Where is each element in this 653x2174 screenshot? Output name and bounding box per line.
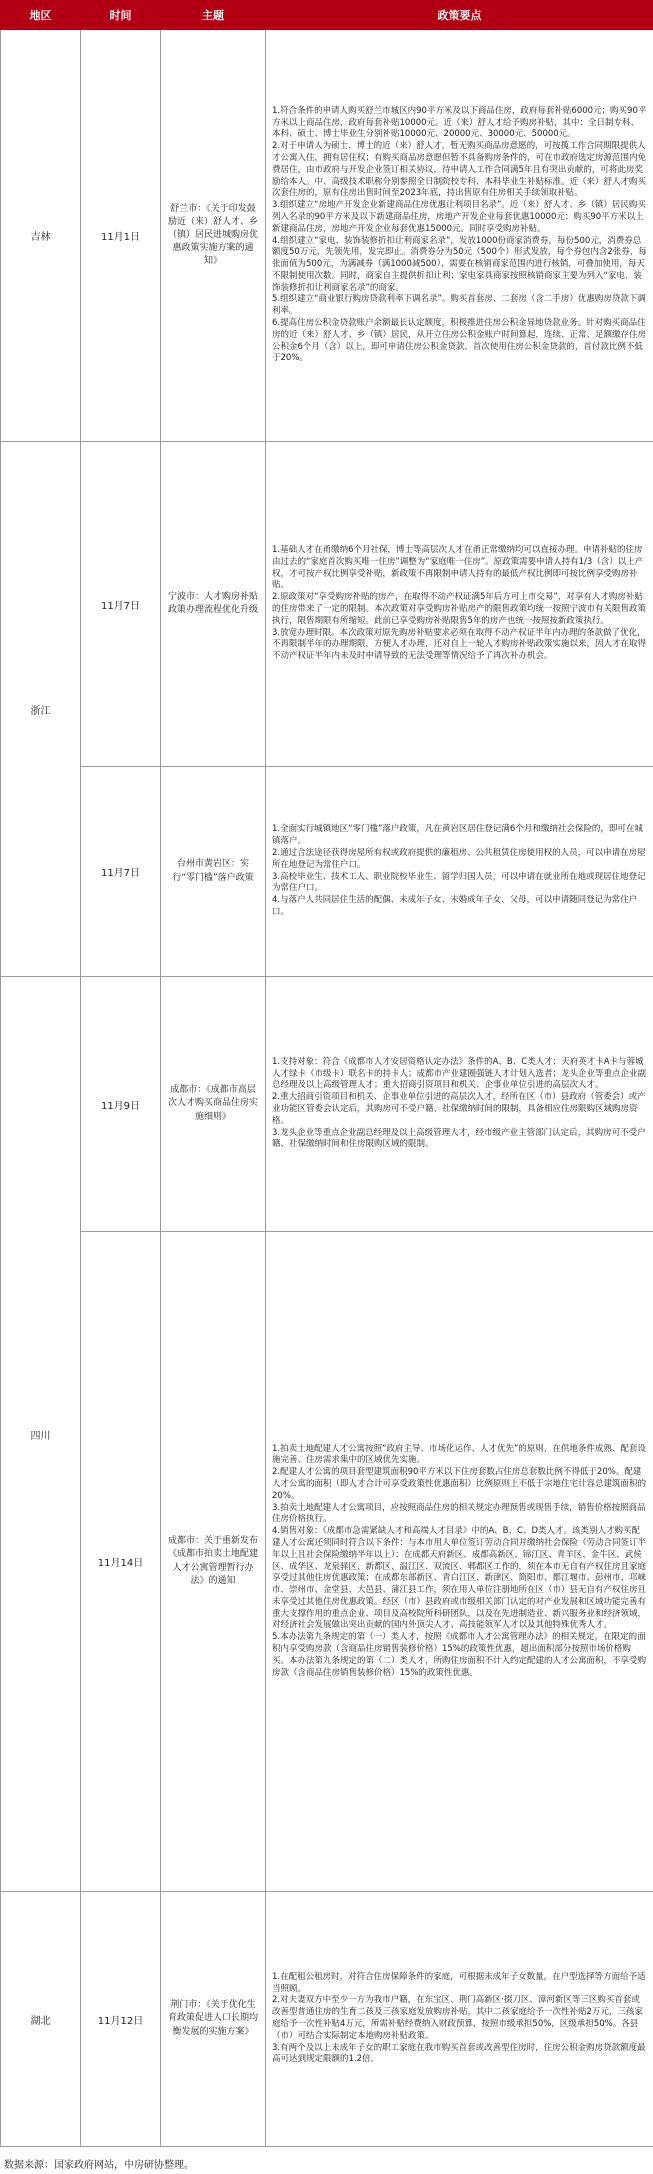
- table-row: [1, 1232, 653, 1892]
- policy-point: 5.组织建立“商业银行购房贷款利率下调名录”。购买首套房、二套房（含二手房）优惠购房贷款下调利率。: [272, 294, 646, 317]
- policy-point: 4.销售对象：《成都市急需紧缺人才和高端人才目录》中的A、B、C、D类人才。该类别人才购买配建人才公寓还须同时符合以下条件：与本市用人单位签订劳动合同并缴纳社会保险（劳动合同签订半年以上且社会保险缴纳半年以上）；在成都天府新区、成都高新区、锦江区、青羊区、金牛区、武侯区、成华区、龙泉驿区、新都区、温江区、双流区、郫都区工作的，须在本市无自有产权住房且家庭享受过其他住房优惠政策；在成都东部新区、青白江区、新津区、简阳市、都江堰市、彭州市、邛崃市、崇州市、金堂县、大邑县、蒲江县工作，须在用人单位注册地所在区（市）县无自有产权住房且未享受过其他住房优惠政策。经区（市）县政府或市级相关部门认定的对产业发展和区域功能完善有重大支撑作用的重点企业、项目及高校院所科研团队，以及在先进制造业、新兴服务业和经济领域，对经济社会发展做出突出贡献的国内外顶尖人才、高技能领军人才以及其他特殊优秀人才。: [272, 1526, 647, 1631]
- date-cell: 11月9日: [81, 977, 161, 1232]
- policy-point: 6.提高住房公积金贷款账户余额最长认定额度，积极推进住房公积金异地贷款业务。针对购买商品住房的近（来）舒人才、乡（镇）居民，从开立住房公积金账户时间算起，连续、正常、足额缴存住房公积金6个月（含）以上，即可申请住房公积金贷款。首次使用住房公积金贷款的，首付款比例不低于20%。: [272, 318, 647, 364]
- date-cell: 11月14日: [81, 1232, 161, 1892]
- policy-point: 3.拍卖土地配建人才公寓项目，应按照商品住房的相关规定办理预售或现售手续，销售价格按照商品住房价格执行。: [272, 1502, 646, 1525]
- policy-point: 4.组织建立“家电、装饰装修折扣让利商家名录”，发放1000份商家消费券，每份500元，消费券总额度50万元，先领先用，发完即止。消费券分为50元（500个）形式发放，每个券包内含2张券，每张面值为500元，为满减券（满1000减500），需要在核销商家范围内进行核销，可叠加使用，每天不限制使用次数。同时，商家自主提供折扣让利；家电家具商家按照核销商家主要为列入“家电、装饰装修折扣让利商家名录”的商家。: [272, 235, 647, 293]
- table-row: [1, 1892, 653, 2147]
- table-header-row: [1, 1, 653, 30]
- policy-point: 2.配建人才公寓的项目套型建筑面积90平方米以下住房套数占住房总套数比例不得低于20%。配建人才公寓的面积（即人才合计可享受政策性优惠面积）比例原则上不低于宗地住宅计容总建筑面积的20%。: [272, 1467, 647, 1501]
- policy-point: 2.原政策对“享受购房补贴的房产，在取得不动产权证满5年后方可上市交易”，对享有人才购房补贴的住房带来了一定的限制。本次政策对享受购房补贴房产的限售政策均统一按照宁波市有关限售政策执行，限售期限有所缩短。此前已享受购房补贴限售5年的房产也统一按照按新政策执行。: [272, 592, 647, 626]
- policy-point: 5.本办法第九条规定的第（一）类人才，按照《成都市人才公寓管理办法》的相关规定，在限定的面积内享受购房款（含商品住房销售装修价格）15%的政策性优惠，超出面积部分按照市场价格购买。本办法第九条规定的第（二）类人才，所购住房面积不计入约定配建的人才公寓面积，不享受购房款（含商品住房销售装修价格）15%的政策性优惠。: [272, 1632, 647, 1678]
- policy-point: 2.对夫妻双方中至少一方为我市户籍，在东宝区、荆门高新区·掇刀区、漳河新区等三区购买首套或改善型普通住房的生育二孩及三孩家庭发放购房补贴，其中二孩家庭给予一次性补贴2万元，三孩家庭给予一次性补贴4万元，所需补贴经费纳入财政预算，按照市级承担50%，区级承担50%。各县（市）可结合实际制定本地购房补贴政策。: [272, 1995, 643, 2041]
- topic-cell: 宁波市：人才购房补贴政策办理流程优化升级: [161, 442, 266, 767]
- policy-point: 3.组织建立“房地产开发企业新建商品住房优惠让利项目名录”。近（来）舒人才、乡（镇）居民购买列入名录的90平方米及以下新建商品住房，房地产开发企业每套优惠10000元；购买90平方米以上新建商品住房，房地产开发企业每套优惠15000元。同时享受购房补贴。: [272, 200, 646, 234]
- policy-point: 1.拍卖土地配建人才公寓按照“政府主导、市场化运作、人才优先”的原则，在供地条件成熟、配套设施完善、住房需求集中的区域优先实施。: [272, 1443, 646, 1466]
- policy-point: 3.高校毕业生、技术工人、职业院校毕业生、留学归国人员，可以申请在就业所在地或现居住地登记为常住户口。: [272, 871, 646, 894]
- table-row: [1, 30, 653, 442]
- policy-point: 4.与落户人共同居住生活的配偶、未成年子女、未婚成年子女、父母，可以申请随同登记为常住户口。: [272, 895, 638, 917]
- table-row: [1, 977, 653, 1232]
- policy-point: 1.符合条件的申请人购买舒兰市城区内90平方米及以下商品住房，政府每套补贴6000元；购买90平方米以上商品住房，政府每套补贴10000元。近（来）舒人才给予购房补贴，其中：全日制专科、本科、硕士、博士毕业生分别补贴10000元、20000元、30000元、50000元。: [272, 105, 647, 140]
- date-cell: 11月12日: [81, 1892, 161, 2147]
- table-row: [1, 767, 653, 977]
- header-region: 地区: [1, 1, 81, 30]
- points-cell: [266, 442, 653, 767]
- points-cell: [266, 1232, 653, 1892]
- topic-cell: 成都市：关于重新发布《成都市拍卖土地配建人才公寓管理暂行办法》的通知: [161, 1232, 266, 1892]
- region-cell: 四川: [1, 977, 81, 1892]
- policy-point: 1.在配租公租房时，对符合住房保障条件的家庭，可根据未成年子女数量，在户型选择等方面给予适当照顾。: [272, 1971, 646, 1994]
- topic-cell: 成都市：《成都市高层次人才购买商品住房实施细则》: [161, 977, 266, 1232]
- policy-point: 3.有两个及以上未成年子女的职工家庭在我市购买首套或改善型住房时，住房公积金购房贷款额度最高可达到规定限额的1.2倍。: [272, 2042, 646, 2065]
- points-cell: [266, 767, 653, 977]
- policy-point: 1.基础人才在甬缴纳6个月社保，博士等高层次人才在甬正常缴纳均可以直接办理。申请补贴的住房由过去的“家庭首次购买唯一住房”调整为“家庭唯一住房”。原政策需要申请人持有1/3（含）以上产权，才可按产权比例享受补贴，新政策不再限制申请人持有的最低产权比例即可按比例享受购房补贴。: [272, 545, 644, 591]
- header-points: 政策要点: [266, 1, 653, 30]
- region-cell: 浙江: [1, 442, 81, 977]
- date-cell: 11月1日: [81, 30, 161, 442]
- policy-point: 3.放宽办理时限。本次政策对原先购房补贴要求必须在取得不动产权证半年内办理的条款做了优化，不再限制半年的办理期限，方便人才办理，还对自上一轮人才购房补贴政策实施以来，因人才在取得不动产权证半年内未及时申请导致的无法受理等情况给予了再次补办机会。: [272, 627, 647, 662]
- points-cell: [266, 977, 653, 1232]
- policy-point: 2.重大招商引资项目和机关、企事业单位引进的高层次人才，经所在区（市）县政府（管委会）或产业功能区管委会认定后，其购房可不受户籍、社保缴纳时间的限制，具备相应住房限购区域购房资格。: [272, 1092, 646, 1126]
- table-row: [1, 442, 653, 767]
- header-topic: 主题: [161, 1, 266, 30]
- region-cell: 湖北: [1, 1892, 81, 2147]
- policy-point: 2.通过合法途径获得房屋所有权或政府提供的廉租房、公共租赁住房使用权的人员，可以申请在房屋所在地登记为常住户口。: [272, 847, 646, 870]
- points-cell: [266, 30, 653, 442]
- region-cell: 吉林: [1, 30, 81, 442]
- policy-point: 3.龙头企业等重点企业副总经理及以上高级管理人才，经市级产业主管部门认定后，其购房可不受户籍、社保缴纳时间和住房限购区域的限制。: [272, 1127, 646, 1150]
- policy-point: 1.全面实行城镇地区“零门槛”落户政策，凡在黄岩区居住登记满6个月和缴纳社会保险的，即可在城镇落户。: [272, 824, 643, 847]
- header-time: 时间: [81, 1, 161, 30]
- date-cell: 11月7日: [81, 442, 161, 767]
- topic-cell: 台州市黄岩区：实行“零门槛”落户政策: [161, 767, 266, 977]
- data-source-note: 数据来源：国家政府网站，中房研协整理。: [4, 2160, 194, 2171]
- points-cell: [266, 1892, 653, 2147]
- topic-cell: 舒兰市：《关于印发鼓励近（来）舒人才、乡（镇）居民进城购房优惠政策实施方案的通知》: [161, 30, 266, 442]
- date-cell: 11月7日: [81, 767, 161, 977]
- topic-cell: 荆门市：《关于优化生育政策促进人口长期均衡发展的实施方案》: [161, 1892, 266, 2147]
- policy-point: 1.支持对象：符合《成都市人才安居资格认定办法》条件的A、B、C类人才；天府英才卡A卡与蓉城人才绿卡（市级卡）联名卡的持卡人；成都市产业建圈强链人才计划入选者；龙头企业等重点企业副总经理及以上高级管理人才；重大招商引资项目和机关、企事业单位引进的高层次人才。: [272, 1056, 647, 1091]
- policy-point: 2.对于申请人为硕士、博士的近（来）舒人才，暂无购买商品房意愿的，可按揽工作合同期限提供人才公寓入住，拥有居住权；有购买商品房意愿但暂不具备购房条件的，可在市政府选定房源范围内免费居住，由市政府与开发企业签订相关协议，待申请人工作合同满5年且有突出贡献的，可将此房奖励给本人。中、高级技术职称分别参照全日制院校专科、本科毕业生补贴标准。近（来）舒人才购买次套住房的，原有住房出售时间至2023年底，持出售原有住房相关手续领取补贴。: [272, 141, 647, 199]
